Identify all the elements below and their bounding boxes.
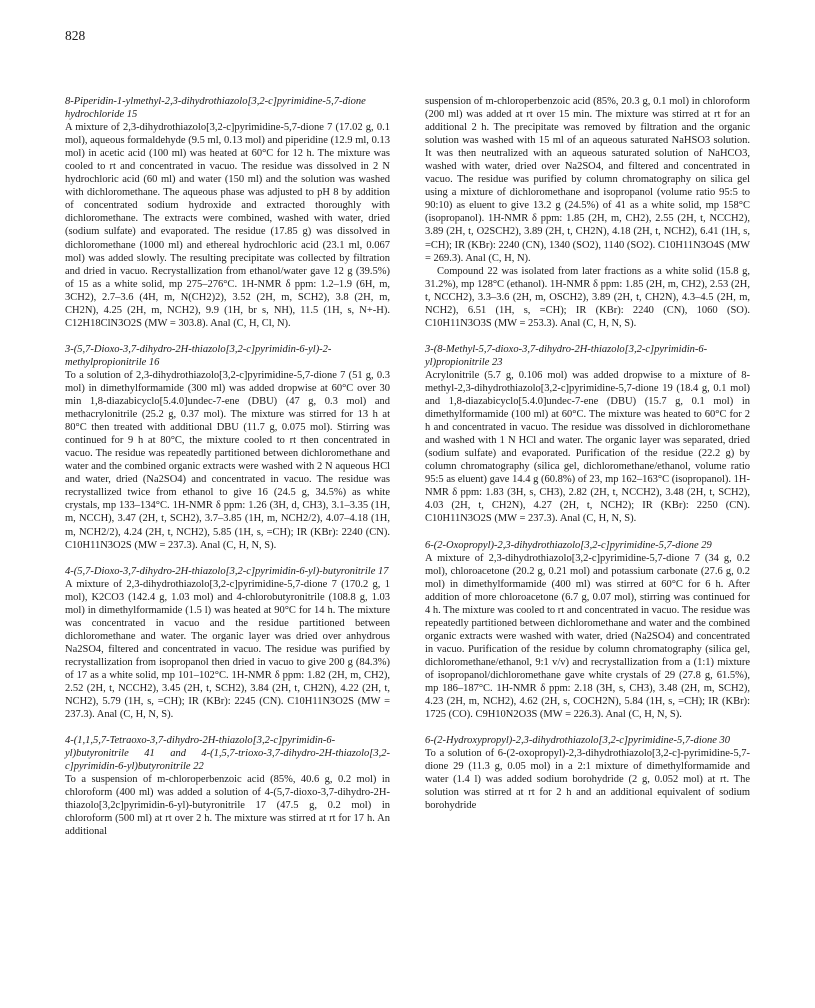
paragraph: Acrylonitrile (5.7 g, 0.106 mol) was added dropwise to a mixture of 8-methyl-2,3-dihydrothiazolo[3,2-c]pyrimidine-5,7-dione 19 (18.4 g, 0.1 mol) and 1,8-diazabicyclo[5.4.0]undec-7-ene (DBU) (15.7 g, 0.1 mol) in dimethylformamide (100 ml) at 60°C. The mixture was heated to 60°C for 2 h and concentrated in vacuo. The residue was dissolved in dichloromethane and washed with 1 N HCl and water. The organic layer was separated, dried (sodium sulfate) and evaporated. Purification of the residue (22.2 g) by column chromatography (silica gel, dichloromethane/ethanol, volume ratio 95:5 as eluent) gave 14.4 g (60.8%) of 23, mp 162–163°C (isopropanol). 1H-NMR δ ppm: 1.83 (3H, s, CH3), 2.82 (2H, t, NCCH2), 3.48 (2H, t, SCH2), 4.03 (2H, t, CH2N), 4.27 (2H, t, NCH2); IR (KBr): 2250 (CN). C10H11N3O2S (MW = 237.3). Anal (C, H, N, S). (425, 369, 750, 525)
section-title: 4-(5,7-Dioxo-3,7-dihydro-2H-thiazolo[3,2-c]pyrimidin-6-yl)-butyronitrile 17 (65, 565, 389, 577)
paragraph: suspension of m-chloroperbenzoic acid (85%, 20.3 g, 0.1 mol) in chloroform (200 ml) was added at rt over 15 min. The mixture was stirred at rt for an additional 2 h. The precipitate was removed by filtration and the organic solution was washed with 15 ml of an aqueous saturated NaHSO3 solution. It was then neutralized with an aqueous saturated solution of NaHCO3, washed with water, dried over Na2SO4, and filtered and concentrated in vacuo. The residue was purified by column chromatography on silica gel using a mixture of dichloromethane and isopropanol (volume ratio 95:5 to 90:10) as eluent to give 13.2 g (24.5%) of 41 as a white solid, mp 158°C (isopropanol). 1H-NMR δ ppm: 1.85 (2H, m, CH2), 2.55 (2H, t, NCCH2), 3.89 (2H, t, O2SCH2), 3.89 (2H, t, CH2N), 4.18 (2H, t, NCH2), 6.41 (1H, s, =CH); IR (KBr): 2240 (CN), 1340 (SO2), 1140 (SO2). C10H11N3O4S (MW = 269.3). Anal (C, H, N). (425, 96, 750, 264)
section-compound-16 (65, 343, 390, 552)
section-title: 3-(8-Methyl-5,7-dioxo-3,7-dihydro-2H-thiazolo[3,2-c]pyrimidin-6-yl)propionitrile 23 (425, 343, 708, 368)
section-title: 4-(1,1,5,7-Tetraoxo-3,7-dihydro-2H-thiazolo[3,2-c]pyrimidin-6-yl)butyronitrile 41 and 4-(1,5,7-trioxo-3,7-dihydro-2H-thiazolo[3,2-c]pyrimidin-6-yl)butyronitrile 22 (65, 735, 390, 773)
paragraph: To a suspension of m-chloroperbenzoic acid (85%, 40.6 g, 0.2 mol) in chloroform (400 ml) was added a solution of 4-(5,7-dioxo-3,7-dihydro-2H-thiazolo[3,2c]pyrimidin-6-yl)-butyronitrile 17 (47.5 g, 0.2 mol) in chloroform (500 ml) at rt over 2 h. The mixture was stirred at rt for 17 h. An additional (65, 774, 390, 838)
section-compound-17 (65, 565, 390, 722)
section-continuation (425, 95, 750, 330)
paragraph: To a solution of 2,3-dihydrothiazolo[3,2-c]pyrimidine-5,7-dione 7 (51 g, 0.3 mol) in dimethylformamide (300 ml) was added dropwise at 60°C over 30 min 1,8-diazabicyclo[5.4.0]undec-7-ene (DBU) (47 g, 0.3 mol) and methacrylonitrile (25.2 g, 0.37 mol). The mixture was stirred for 13 h at 80°C then treated with additional DBU (11.7 g, 0.075 mol). Stirring was continued for 9 h at 80°C, the mixture cooled to rt then concentrated in vacuo. The residue was repeatedly partitioned between dichloromethane and water and the combined organic extracts were washed with 2 N aqueous HCl and water, dried (Na2SO4) and concentrated in vacuo. The residue was recrystallized twice from ethanol to give 16 (24.5 g, 34.5%) as white crystals, mp 133–134°C. 1H-NMR δ ppm: 1.26 (3H, d, CH3), 3.1–3.35 (1H, m, NCCH), 3.47 (2H, t, SCH2), 3.7–3.85 (1H, m, NCH2/2), 4.07–4.18 (1H, m, NCH2/2), 4.24 (2H, t, NCH2), 5.85 (1H, s, =CH); IR (KBr): 2240 (CN). C10H11N3O2S (MW = 237.3). Anal (C, H, N, S). (65, 369, 390, 551)
section-title: 6-(2-Oxopropyl)-2,3-dihydrothiazolo[3,2-c]pyrimidine-5,7-dione 29 (425, 539, 712, 551)
section-compound-41-22 (65, 734, 390, 838)
paragraph: Compound 22 was isolated from later fractions as a white solid (15.8 g, 31.2%), mp 128°C (ethanol). 1H-NMR δ ppm: 1.85 (2H, m, CH2), 2.53 (2H, t, NCCH2), 3.3–3.6 (2H, m, OSCH2), 3.89 (2H, t, CH2N), 4.3–4.5 (2H, m, NCH2), 6.51 (1H, s, =CH); IR (KBr): 2240 (CN), 1060 (SO). C10H11N3O3S (MW = 253.3). Anal (C, H, N, S). (425, 265, 750, 329)
section-compound-29 (425, 539, 750, 722)
paragraph: To a solution of 6-(2-oxopropyl)-2,3-dihydrothiazolo[3,2-c]-pyrimidine-5,7-dione 29 (11.3 g, 0.05 mol) in a 2:1 mixture of dimethylformamide and water (1.4 l) was added sodium borohydride (2 g, 0.052 mol) at rt. The solution was stirred at rt for 2 h and an additional equivalent of sodium borohydride (425, 748, 750, 812)
section-title: 3-(5,7-Dioxo-3,7-dihydro-2H-thiazolo[3,2-c]pyrimidin-6-yl)-2-methylpropionitrile 16 (65, 343, 332, 368)
section-title: 6-(2-Hydroxypropyl)-2,3-dihydrothiazolo[3,2-c]pyrimidine-5,7-dione 30 (425, 735, 731, 747)
paragraph: A mixture of 2,3-dihydrothiazolo[3,2-c]pyrimidine-5,7-dione 7 (17.02 g, 0.1 mol), aqueous formaldehyde (9.5 ml, 0.13 mol) and piperidine (12.9 ml, 0.13 mol) in acetic acid (100 ml) was heated at 60°C for 12 h. The mixture was cooled to rt and concentrated in vacuo. The residue was dissolved in 2 N hydrochloric acid (60 ml) and water (150 ml) and the solution was washed with dichloromethane. The aqueous phase was adjusted to pH 8 by addition of concentrated sodium hydroxide and extracted thoroughly with dichloromethane. The extracts were combined, washed with water, dried (sodium sulfate) and evaporated. The residue (17.85 g) was dissolved in dichloromethane (1000 ml) and ethereal hydrochloric acid (23.1 ml, 0.067 mol) was added slowly. The resulting precipitate was collected by filtration and dried in vacuo. Recrystallization from ethanol/water gave 12 g (39.5%) of 15 as a white solid, mp 275–276°C. 1H-NMR δ ppm: 1.2–1.9 (6H, m, 3CH2), 2.7–3.6 (4H, m, N(CH2)2), 3.52 (2H, m, SCH2), 3.8 (2H, m, CH2N), 4.25 (2H, m, NCH2), 9.9 (1H, br s, NH), 11.5 (1H, s, N+-H). C12H18ClN3O2S (MW = 303.8). Anal (C, H, Cl, N). (65, 122, 390, 329)
page-number: 828 (65, 28, 86, 43)
section-compound-15 (65, 95, 390, 330)
paragraph: A mixture of 2,3-dihydrothiazolo[3,2-c]pyrimidine-5,7-dione 7 (34 g, 0.2 mol), chloroacetone (20.2 g, 0.21 mol) and potassium carbonate (27.6 g, 0.2 mol) in dimethylformamide (400 ml) was stirred at 60°C for 6 h. After addition of more chloroacetone (6.7 g, 0.07 mol), stirring was continued for 4 h. The mixture was cooled to rt and concentrated in vacuo. The residue was repeatedly partitioned between dichloromethane and water and the combined organic extracts were washed with water, dried (Na2SO4) and concentrated in vacuo. Purification of the residue by column chromatography (silica gel, dichloromethane/ethanol, 9:1 v/v) and recrystallization from a (1:1) mixture of isopropanol/dichloromethane gave white crystals of 29 (27.8 g, 61.5%), mp 186–187°C. 1H-NMR δ ppm: 2.18 (3H, s, CH3), 3.48 (2H, m, SCH2), 4.23 (2H, m, NCH2), 4.62 (2H, s, COCH2N), 5.84 (1H, s, =CH); IR (KBr): 1725 (CO). C9H10N2O3S (MW = 226.3). Anal (C, H, N, S). (425, 552, 751, 721)
section-compound-30 (425, 734, 750, 812)
section-compound-23 (425, 343, 750, 526)
section-title: 8-Piperidin-1-ylmethyl-2,3-dihydrothiazolo[3,2-c]pyrimidine-5,7-dione hydrochloride 15 (65, 96, 366, 121)
right-column (425, 95, 750, 825)
paragraph: A mixture of 2,3-dihydrothiazolo[3,2-c]pyrimidine-5,7-dione 7 (170.2 g, 1 mol), K2CO3 (142.4 g, 1.03 mol) and 4-chlorobutyronitrile (108.8 g, 1.03 mol) in dimethylformamide (1.5 l) was heated at 90°C for 14 h. The mixture was concentrated in vacuo and the residue partitioned between dichloromethane and water. The organic layer was dried over anhydrous Na2SO4, filtered and concentrated in vacuo. The residue was purified by recrystallization from isopropanol then dried in vacuo to give 200 g (84.3%) of 17 as a white solid, mp 101–102°C. 1H-NMR δ ppm: 1.82 (2H, m, CH2), 2.52 (2H, t, NCCH2), 3.45 (2H, t, SCH2), 3.84 (2H, t, CH2N), 4.22 (2H, t, NCH2), 5.79 (1H, s, =CH); IR (KBr): 2245 (CN). C10H11N3O2S (MW = 237.3). Anal (C, H, N, S). (65, 578, 390, 721)
left-column (65, 95, 390, 852)
